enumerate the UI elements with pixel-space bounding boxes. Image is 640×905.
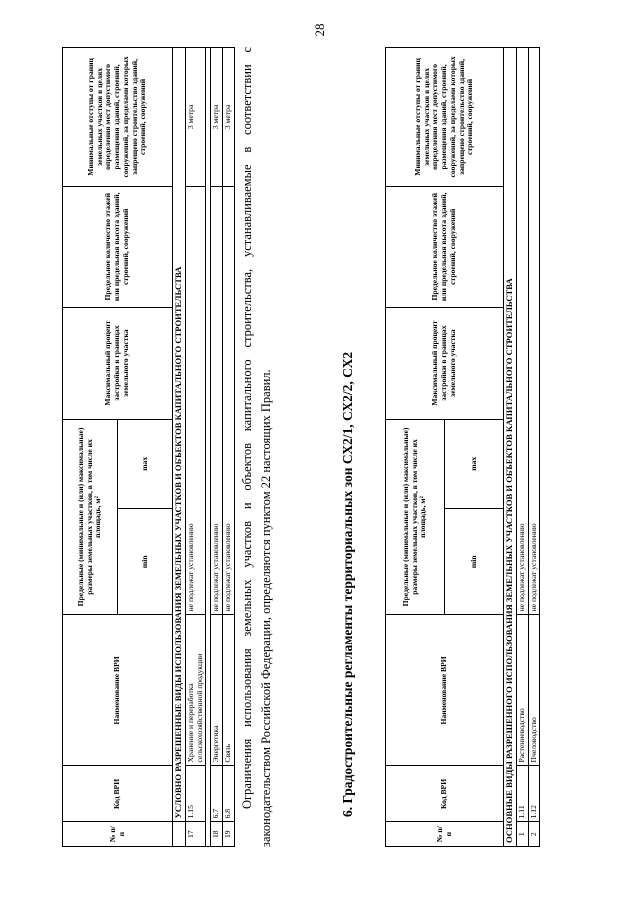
- header-floors: Предельное количество этажей или предельная высота зданий, строений, сооружений: [63, 186, 173, 307]
- header-min: min: [118, 509, 173, 615]
- row-name: Пчеловодство: [528, 615, 540, 766]
- table-row: [516, 48, 528, 847]
- header-floors: Предельное количество этажей или предельная высота зданий, строений, сооружений: [386, 186, 504, 307]
- header-percent: Максимальный процент застройки в границах земельного участка: [386, 307, 504, 419]
- row-name: Растениеводство: [516, 615, 528, 766]
- section-title: ОСНОВНЫЕ ВИДЫ РАЗРЕШЕННОГО ИСПОЛЬЗОВАНИЯ ЗЕМЕЛЬНЫХ УЧАСТКОВ И ОБЪЕКТОВ КАПИТАЛЬНОГО СТРОИТЕЛЬСТВА: [504, 48, 517, 847]
- header-percent: Максимальный процент застройки в границах земельного участка: [63, 307, 173, 419]
- header-size-group: Предельные (минимальные и (или) максимальные) размеры земельных участков, в том числе их площадь, м²: [386, 419, 445, 615]
- header-code: Код ВРИ: [386, 766, 504, 822]
- header-max: max: [445, 419, 504, 509]
- section-row: [504, 48, 517, 847]
- table-row: [185, 48, 205, 847]
- row-num: 1: [516, 822, 528, 847]
- table-header-row: [63, 48, 118, 847]
- row-code: 1.12: [528, 766, 540, 822]
- regulations-table-main: [385, 47, 540, 847]
- row-name: Энергетика: [211, 615, 223, 766]
- header-setback: Минимальные отступы от границ земельных участков в целях определения мест допустимого размещения зданий, строений, сооружений, за пределами которых запрещено строительство зданий, строений, сооружений: [63, 48, 173, 187]
- header-setback: Минимальные отступы от границ земельных участков в целях определения мест допустимого размещения зданий, строений, сооружений, за пределами которых запрещено строительство зданий, строений, сооружений: [386, 48, 504, 187]
- row-size: не подлежат установлению: [185, 186, 205, 615]
- table-row: [211, 48, 223, 847]
- page-number: 28: [312, 23, 327, 37]
- row-setback: 3 метра: [185, 48, 205, 187]
- table-header-row: [386, 48, 445, 847]
- row-size: не подлежат установлению: [211, 186, 223, 615]
- header-name: Наименование ВРИ: [63, 615, 173, 766]
- restrictions-paragraph: [238, 47, 277, 847]
- row-name: Связь: [223, 615, 235, 766]
- header-min: min: [445, 509, 504, 615]
- row-size: не подлежат установлению: [516, 48, 528, 615]
- row-size: не подлежат установлению: [528, 48, 540, 615]
- row-name: Хранение и переработка сельскохозяйственной продукции: [185, 615, 205, 766]
- row-code: 1.15: [185, 766, 205, 822]
- header-num: № п/п: [386, 822, 504, 847]
- row-code: 6.8: [223, 766, 235, 822]
- regulations-table-conditional: [62, 47, 235, 847]
- header-num: № п/п: [63, 822, 173, 847]
- row-num: 2: [528, 822, 540, 847]
- header-name: Наименование ВРИ: [386, 615, 504, 766]
- row-num: 18: [211, 822, 223, 847]
- header-code: Код ВРИ: [63, 766, 173, 822]
- section-title: УСЛОВНО РАЗРЕШЕННЫЕ ВИДЫ ИСПОЛЬЗОВАНИЯ ЗЕМЕЛЬНЫХ УЧАСТКОВ И ОБЪЕКТОВ КАПИТАЛЬНОГО СТРОИТЕЛЬСТВА: [173, 48, 186, 822]
- row-size: не подлежат установлению: [223, 186, 235, 615]
- row-setback: 3 метра: [211, 48, 223, 187]
- table-row: [528, 48, 540, 847]
- row-setback: 3 метра: [223, 48, 235, 187]
- row-code: 6.7: [211, 766, 223, 822]
- header-max: max: [118, 419, 173, 509]
- section-row: [173, 48, 186, 847]
- paragraph-text: Ограничения использования земельных участков и объектов капитального строительства, устанавливаемые в соответствии с законодательством Российской Федерации, определяются пунктом 22 настоящих Правил.: [240, 47, 274, 847]
- header-size-group: Предельные (минимальные и (или) максимальные) размеры земельных участков, в том числе их площадь, м²: [63, 419, 118, 615]
- row-num: 19: [223, 822, 235, 847]
- row-num: 17: [185, 822, 205, 847]
- row-code: 1.11: [516, 766, 528, 822]
- table-row: [223, 48, 235, 847]
- section-heading: 6. Градостроительные регламенты территориальных зон СХ2/1, СХ2/2, СХ2: [340, 351, 355, 817]
